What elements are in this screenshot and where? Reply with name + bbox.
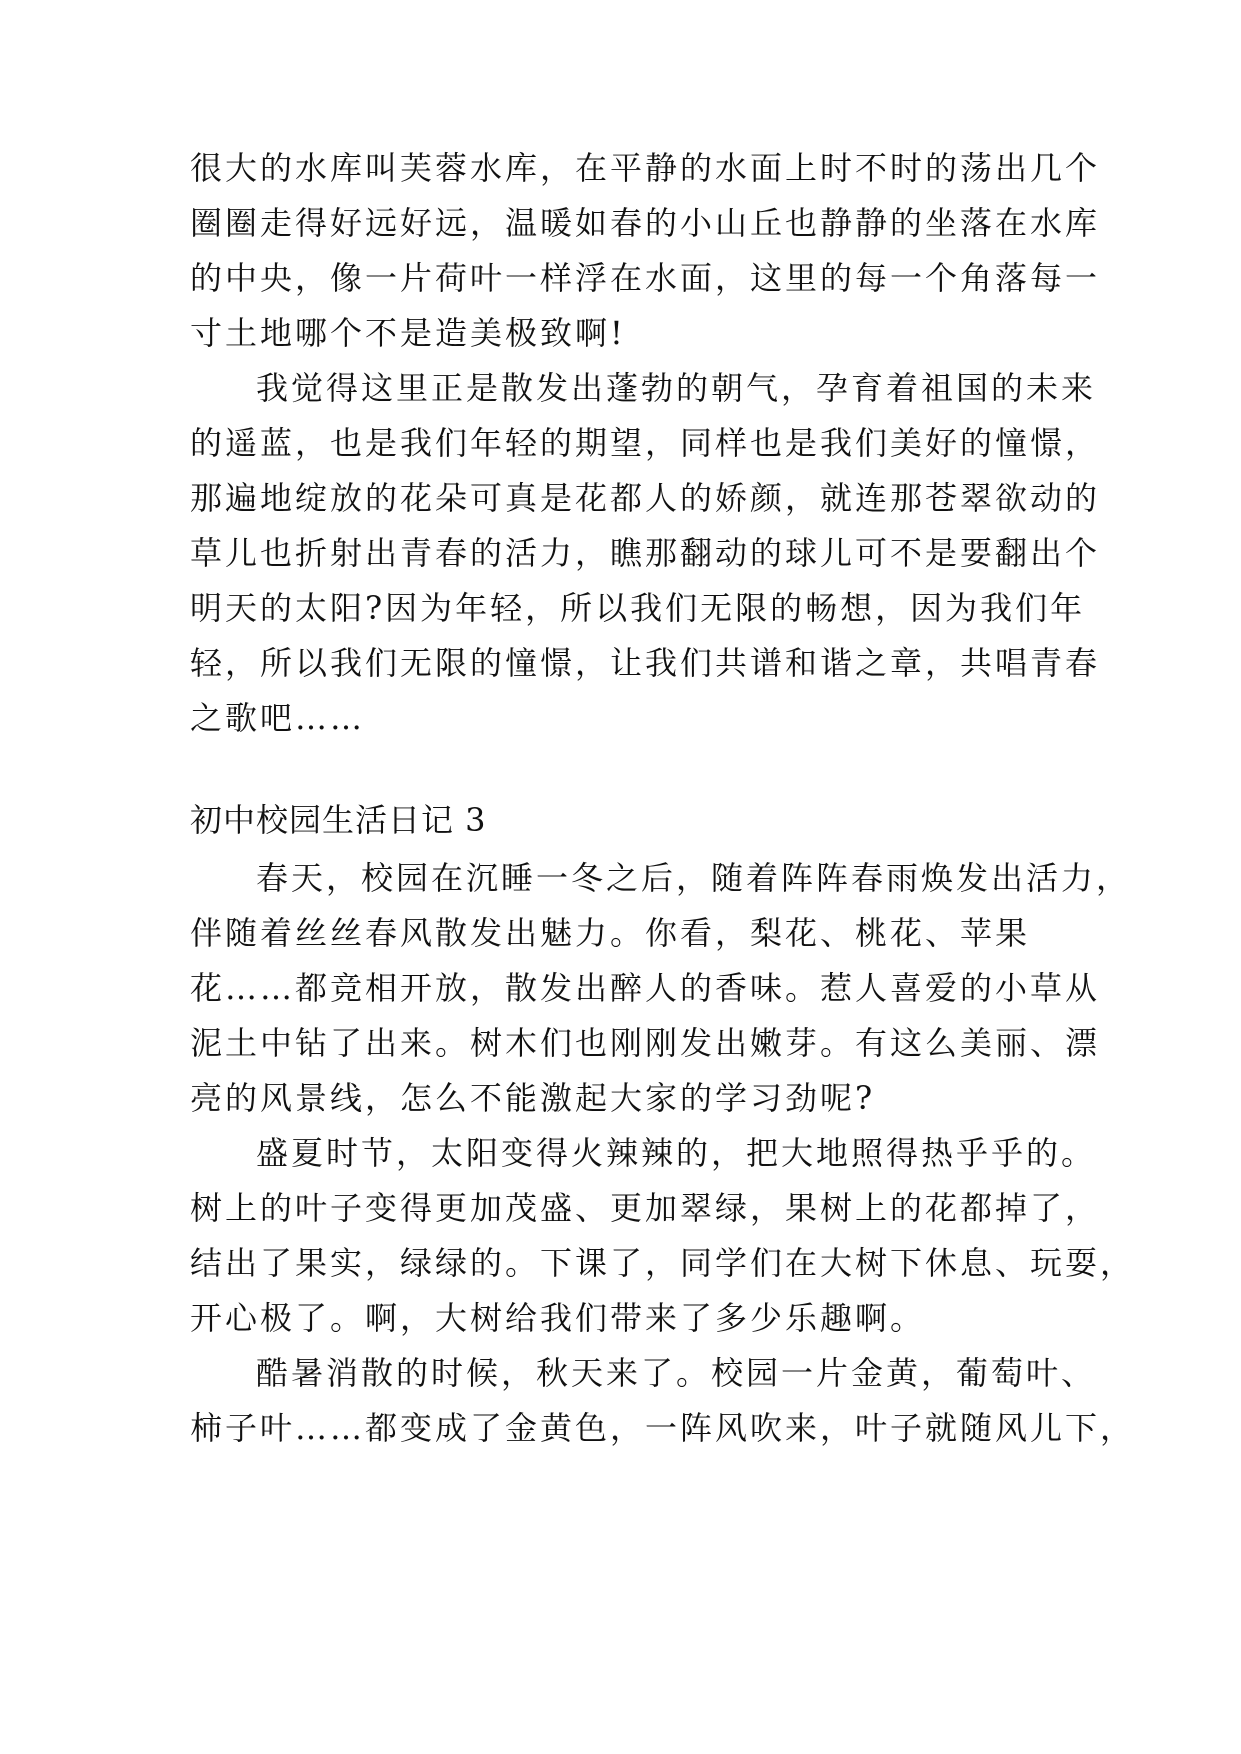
text-line: 的遥蓝，也是我们年轻的期望，同样也是我们美好的憧憬， — [190, 424, 1101, 462]
text-line: 那遍地绽放的花朵可真是花都人的娇颜，就连那苍翠欲动的 — [190, 479, 1101, 517]
paragraph-start-line: 酷暑消散的时候，秋天来了。校园一片金黄，葡萄叶、 — [256, 1354, 1097, 1392]
text-line: 很大的水库叫芙蓉水库，在平静的水面上时不时的荡出几个 — [190, 149, 1101, 187]
text-line: 柿子叶……都变成了金黄色，一阵风吹来，叶子就随风儿下， — [190, 1409, 1136, 1447]
text-line: 之歌吧…… — [190, 699, 366, 737]
text-line: 花……都竞相开放，散发出醉人的香味。惹人喜爱的小草从 — [190, 969, 1101, 1007]
text-line: 伴随着丝丝春风散发出魅力。你看，梨花、桃花、苹果 — [190, 914, 1031, 952]
text-line: 轻，所以我们无限的憧憬，让我们共谱和谐之章，共唱青春 — [190, 644, 1101, 682]
section-heading: 初中校园生活日记 3 — [190, 801, 487, 839]
text-line: 结出了果实，绿绿的。下课了，同学们在大树下休息、玩耍， — [190, 1244, 1136, 1282]
paragraph-start-line: 春天，校园在沉睡一冬之后，随着阵阵春雨焕发出活力， — [256, 859, 1132, 897]
text-line: 草儿也折射出青春的活力，瞧那翻动的球儿可不是要翻出个 — [190, 534, 1101, 572]
paragraph-start-line: 我觉得这里正是散发出蓬勃的朝气，孕育着祖国的未来 — [256, 369, 1097, 407]
paragraph-start-line: 盛夏时节，太阳变得火辣辣的，把大地照得热乎乎的。 — [256, 1134, 1097, 1172]
text-line: 亮的风景线，怎么不能激起大家的学习劲呢? — [190, 1079, 876, 1117]
text-line: 树上的叶子变得更加茂盛、更加翠绿，果树上的花都掉了， — [190, 1189, 1101, 1227]
text-line: 的中央，像一片荷叶一样浮在水面，这里的每一个角落每一 — [190, 259, 1101, 297]
text-line: 泥土中钻了出来。树木们也刚刚发出嫩芽。有这么美丽、漂 — [190, 1024, 1101, 1062]
text-line: 开心极了。啊，大树给我们带来了多少乐趣啊。 — [190, 1299, 926, 1337]
text-line: 圈圈走得好远好远，温暖如春的小山丘也静静的坐落在水库 — [190, 204, 1101, 242]
text-line: 寸土地哪个不是造美极致啊! — [190, 314, 626, 352]
text-line: 明天的太阳?因为年轻，所以我们无限的畅想，因为我们年 — [190, 589, 1086, 627]
